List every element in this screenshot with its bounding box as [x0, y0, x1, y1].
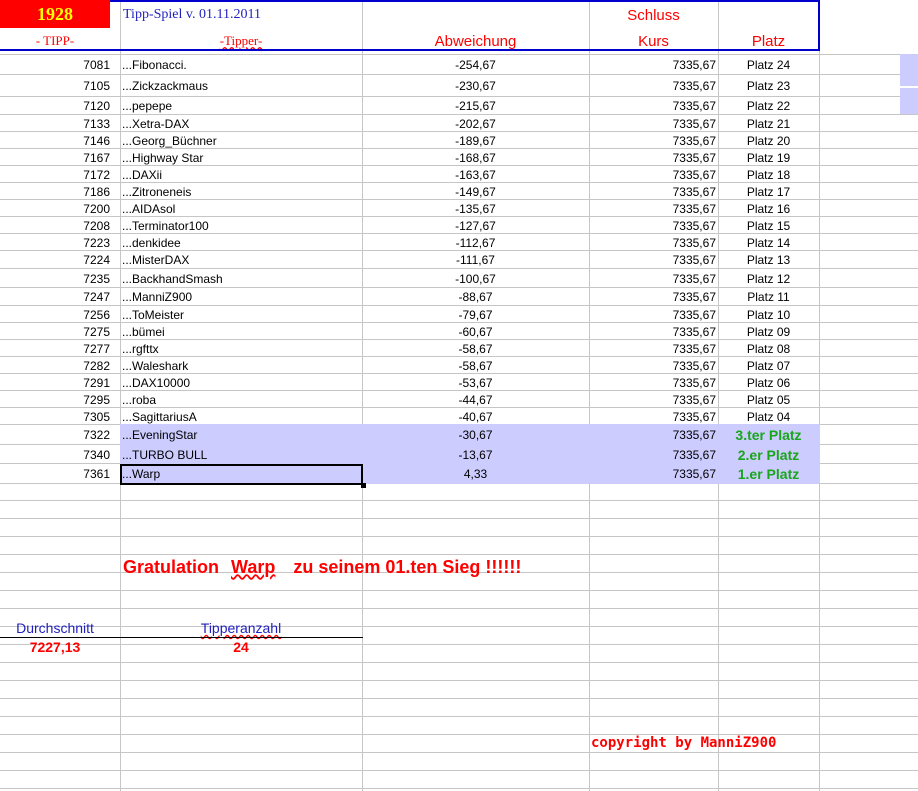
platz-cell[interactable]: Platz 07: [746, 358, 791, 373]
tipp-cell[interactable]: 7340: [83, 447, 110, 462]
copyright-cell[interactable]: [591, 734, 811, 752]
abweichung-cell[interactable]: -112,67: [455, 235, 496, 250]
kurs-cell[interactable]: 7335,67: [672, 253, 716, 267]
tipper-cell[interactable]: ...rgfttx: [122, 341, 159, 356]
table-row[interactable]: [0, 306, 820, 323]
tipp-cell[interactable]: 7295: [83, 392, 110, 407]
abweichung-cell[interactable]: -111,67: [456, 253, 495, 267]
table-row[interactable]: [0, 183, 820, 200]
platz-cell[interactable]: Platz 16: [746, 201, 791, 216]
header-schluss: Schluss: [627, 6, 680, 24]
table-row[interactable]: [0, 288, 820, 306]
active-cell-selection[interactable]: [120, 464, 363, 485]
kurs-cell[interactable]: 7335,67: [672, 235, 716, 250]
table-row[interactable]: [0, 340, 820, 357]
platz-cell[interactable]: Platz 12: [746, 271, 791, 286]
header-number-cell[interactable]: [0, 0, 110, 28]
kurs-cell[interactable]: 7335,67: [672, 167, 716, 182]
kurs-cell[interactable]: 7335,67: [672, 409, 716, 424]
tipper-cell[interactable]: ...Waleshark: [122, 358, 189, 373]
tipper-cell[interactable]: ...DAXii: [122, 167, 163, 182]
platz-cell[interactable]: 3.ter Platz: [735, 427, 802, 443]
abweichung-cell[interactable]: -127,67: [455, 218, 496, 233]
tipper-cell[interactable]: ...DAX10000: [122, 375, 191, 390]
table-row[interactable]: [0, 425, 820, 445]
platz-cell[interactable]: Platz 21: [746, 116, 791, 131]
tipper-cell[interactable]: ...roba: [122, 392, 157, 407]
tipp-cell[interactable]: 7247: [83, 290, 110, 304]
col-abweichung-label: Abweichung: [434, 32, 517, 50]
durchschnitt-value-cell[interactable]: [0, 638, 110, 656]
abweichung-cell[interactable]: -53,67: [458, 375, 493, 390]
gratulation-suffix: zu seinem 01.ten Sieg !!!!!!: [293, 556, 522, 577]
col-tipp-label: - TIPP-: [35, 33, 75, 48]
tipper-cell[interactable]: ...ManniZ900: [122, 290, 193, 304]
tipperanzahl-value: 24: [233, 639, 249, 655]
platz-cell[interactable]: Platz 14: [746, 235, 791, 250]
platz-cell[interactable]: 2.er Platz: [737, 446, 800, 463]
table-row[interactable]: [0, 374, 820, 391]
abweichung-cell[interactable]: -58,67: [458, 358, 493, 373]
kurs-cell[interactable]: 7335,67: [672, 184, 716, 199]
tipp-cell[interactable]: 7235: [83, 271, 110, 286]
platz-cell[interactable]: 1.er Platz: [737, 466, 800, 482]
tipp-cell[interactable]: 7305: [83, 409, 110, 424]
kurs-cell[interactable]: 7335,67: [672, 150, 716, 165]
tipp-cell[interactable]: 7208: [83, 218, 110, 233]
tipper-cell[interactable]: ...pepepe: [122, 99, 173, 113]
abweichung-cell[interactable]: -88,67: [458, 290, 493, 304]
kurs-cell[interactable]: 7335,67: [672, 307, 716, 322]
platz-cell[interactable]: Platz 11: [747, 290, 790, 304]
tipp-cell[interactable]: 7146: [83, 133, 110, 148]
header-number: 1928: [37, 3, 73, 24]
table-row[interactable]: [0, 75, 820, 97]
durchschnitt-label-cell[interactable]: [0, 619, 110, 637]
abweichung-cell[interactable]: -215,67: [455, 99, 496, 113]
abweichung-cell[interactable]: -135,67: [455, 201, 496, 216]
gratulation-prefix: Gratulation: [123, 556, 220, 577]
side-marker: [900, 88, 918, 114]
abweichung-cell[interactable]: -149,67: [455, 184, 496, 199]
tipper-cell[interactable]: ...Georg_Büchner: [122, 133, 217, 148]
table-row[interactable]: [0, 357, 820, 374]
platz-cell[interactable]: Platz 09: [746, 324, 791, 339]
table-row[interactable]: [0, 445, 820, 464]
gridline: [0, 788, 918, 789]
table-row[interactable]: [0, 408, 820, 425]
header-border-left: [0, 28, 112, 51]
tipper-cell[interactable]: ...SagittariusA: [122, 409, 197, 424]
abweichung-cell[interactable]: -254,67: [455, 58, 496, 72]
platz-cell[interactable]: Platz 06: [746, 375, 791, 390]
tipper-cell[interactable]: ...Xetra-DAX: [122, 116, 190, 131]
table-row[interactable]: [0, 217, 820, 234]
gridline: [0, 770, 918, 771]
table-row[interactable]: [0, 166, 820, 183]
gridline: [0, 518, 918, 519]
tipp-cell[interactable]: 7282: [83, 358, 110, 373]
kurs-cell[interactable]: 7335,67: [672, 133, 716, 148]
gridline: [0, 500, 918, 501]
gratulation-winner: Warp: [231, 556, 276, 577]
gridline: [0, 680, 918, 681]
kurs-cell[interactable]: 7335,67: [672, 324, 716, 339]
abweichung-cell[interactable]: -100,67: [455, 271, 496, 286]
table-row[interactable]: [0, 55, 820, 75]
abweichung-cell[interactable]: -163,67: [455, 167, 496, 182]
tipper-cell[interactable]: ...bümei: [122, 324, 165, 339]
gratulation-text[interactable]: [123, 555, 603, 579]
tipper-cell[interactable]: ...AIDAsol: [122, 201, 176, 216]
table-row[interactable]: [0, 200, 820, 217]
platz-cell[interactable]: Platz 20: [746, 133, 791, 148]
tipp-cell[interactable]: 7105: [83, 79, 110, 93]
table-row[interactable]: [0, 323, 820, 340]
tipper-cell[interactable]: ...BackhandSmash: [122, 271, 223, 286]
kurs-cell[interactable]: 7335,67: [672, 116, 716, 131]
tipp-cell[interactable]: 7322: [83, 428, 110, 442]
gridline: [0, 662, 918, 663]
tipp-cell[interactable]: 7224: [83, 253, 110, 267]
table-row[interactable]: [0, 132, 820, 149]
platz-cell[interactable]: Platz 22: [746, 99, 791, 113]
abweichung-cell[interactable]: -40,67: [458, 409, 493, 424]
platz-cell[interactable]: Platz 24: [746, 58, 791, 72]
table-row[interactable]: [0, 115, 820, 132]
abweichung-cell[interactable]: -30,67: [458, 428, 493, 442]
fill-handle[interactable]: [361, 483, 366, 488]
gridline: [0, 698, 918, 699]
tipper-cell[interactable]: ...TURBO BULL: [122, 447, 208, 462]
tipperanzahl-label-cell[interactable]: [120, 619, 362, 637]
kurs-cell[interactable]: 7335,67: [672, 79, 716, 93]
kurs-cell[interactable]: 7335,67: [672, 271, 716, 286]
platz-cell[interactable]: Platz 13: [746, 253, 791, 267]
tipper-cell[interactable]: ...Warp: [122, 467, 161, 481]
platz-cell[interactable]: Platz 05: [746, 392, 791, 407]
tipp-cell[interactable]: 7256: [83, 307, 110, 322]
tipp-cell[interactable]: 7120: [83, 99, 110, 113]
kurs-cell[interactable]: 7335,67: [672, 375, 716, 390]
gridline: [0, 752, 918, 753]
table-row[interactable]: [0, 234, 820, 251]
abweichung-cell[interactable]: -168,67: [455, 150, 496, 165]
gridline: [0, 608, 918, 609]
col-kurs-label: Kurs: [638, 32, 669, 50]
table-row[interactable]: [0, 269, 820, 288]
table-row[interactable]: [0, 97, 820, 115]
gridline: [0, 590, 918, 591]
tipper-cell[interactable]: ...Zitroneneis: [122, 184, 192, 199]
abweichung-cell[interactable]: -79,67: [458, 307, 493, 322]
platz-cell[interactable]: Platz 19: [746, 150, 791, 165]
kurs-cell[interactable]: 7335,67: [672, 428, 716, 442]
kurs-cell[interactable]: 7335,67: [672, 392, 716, 407]
header-title: Tipp-Spiel v. 01.11.2011: [123, 7, 261, 22]
tipper-cell[interactable]: ...MisterDAX: [122, 253, 190, 267]
table-row[interactable]: [0, 149, 820, 166]
copyright-text: copyright by ManniZ900: [591, 735, 777, 751]
abweichung-cell[interactable]: -44,67: [458, 392, 493, 407]
tipp-cell[interactable]: 7167: [83, 150, 110, 165]
col-platz-label: Platz: [751, 32, 786, 50]
tipp-cell[interactable]: 7200: [83, 201, 110, 216]
platz-cell[interactable]: Platz 23: [746, 79, 791, 93]
tipper-cell[interactable]: ...denkidee: [122, 235, 181, 250]
tipper-cell[interactable]: ...Fibonacci.: [122, 58, 187, 72]
gridline: [0, 716, 918, 717]
abweichung-cell[interactable]: 4,33: [463, 467, 488, 481]
platz-cell[interactable]: Platz 04: [746, 409, 791, 424]
tipp-cell[interactable]: 7275: [83, 324, 110, 339]
kurs-cell[interactable]: 7335,67: [672, 358, 716, 373]
platz-cell[interactable]: Platz 17: [746, 184, 791, 199]
platz-cell[interactable]: Platz 08: [746, 341, 791, 356]
table-row[interactable]: [0, 391, 820, 408]
tipp-cell[interactable]: 7277: [83, 341, 110, 356]
abweichung-cell[interactable]: -60,67: [458, 324, 493, 339]
tipper-cell[interactable]: ...Zickzackmaus: [122, 79, 209, 93]
gridline: [0, 536, 918, 537]
kurs-cell[interactable]: 7335,67: [672, 58, 716, 72]
kurs-cell[interactable]: 7335,67: [672, 447, 716, 462]
platz-cell[interactable]: Platz 10: [746, 307, 791, 322]
side-marker: [900, 54, 918, 86]
tipper-cell[interactable]: ...EveningStar: [122, 428, 198, 442]
tipp-cell[interactable]: 7361: [83, 467, 110, 481]
abweichung-cell[interactable]: -13,67: [458, 447, 493, 462]
abweichung-cell[interactable]: -58,67: [458, 341, 493, 356]
header-border: [110, 0, 820, 51]
kurs-cell[interactable]: 7335,67: [672, 467, 716, 481]
platz-cell[interactable]: Platz 18: [746, 167, 791, 182]
kurs-cell[interactable]: 7335,67: [672, 201, 716, 216]
kurs-cell[interactable]: 7335,67: [672, 99, 716, 113]
tipperanzahl-value-cell[interactable]: [120, 638, 362, 656]
tipp-cell[interactable]: 7291: [83, 375, 110, 390]
tipp-cell[interactable]: 7081: [83, 58, 110, 72]
platz-cell[interactable]: Platz 15: [746, 218, 791, 233]
table-row[interactable]: [0, 251, 820, 269]
tipp-cell[interactable]: 7223: [83, 235, 110, 250]
kurs-cell[interactable]: 7335,67: [672, 290, 716, 304]
tipper-cell[interactable]: ...ToMeister: [122, 307, 185, 322]
abweichung-cell[interactable]: -202,67: [455, 116, 496, 131]
abweichung-cell[interactable]: -189,67: [455, 133, 496, 148]
kurs-cell[interactable]: 7335,67: [672, 341, 716, 356]
durchschnitt-label: Durchschnitt: [16, 620, 94, 636]
tipp-cell[interactable]: 7172: [83, 167, 110, 182]
tipp-cell[interactable]: 7133: [83, 116, 110, 131]
col-tipper-label: -Tipper-: [219, 33, 263, 48]
tipperanzahl-label: Tipperanzahl: [200, 620, 282, 636]
kurs-cell[interactable]: 7335,67: [672, 218, 716, 233]
tipp-cell[interactable]: 7186: [83, 184, 110, 199]
abweichung-cell[interactable]: -230,67: [455, 79, 496, 93]
durchschnitt-value: 7227,13: [29, 639, 81, 655]
tipper-cell[interactable]: ...Highway Star: [122, 150, 204, 165]
tipper-cell[interactable]: ...Terminator100: [122, 218, 209, 233]
